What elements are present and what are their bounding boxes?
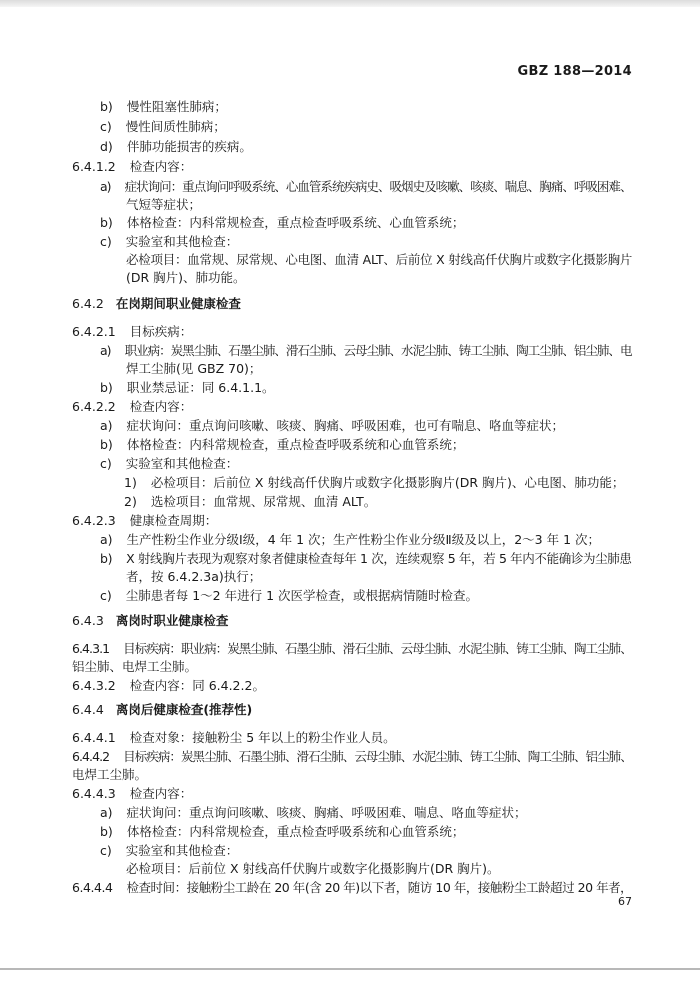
clause-text: 健康检查周期： [129, 513, 218, 528]
list-item [100, 804, 527, 822]
clause-number: 6.4.4.1 [72, 730, 116, 745]
item-text: 尘肺患者每 1～2 年进行 1 次医学检查，或根据病情随时检查。 [125, 588, 479, 603]
item-text: 者，按 6.4.2.3a)执行； [126, 569, 262, 584]
continuation-line [126, 360, 261, 378]
clause-number: 6.4.4.2 [72, 749, 110, 764]
sub-list-item [124, 474, 624, 492]
clause-text: 检查对象：接触粉尘 5 年以上的粉尘作业人员。 [129, 730, 396, 745]
clause-number: 6.4.2.1 [72, 324, 116, 339]
section-title: 在岗期间职业健康检查 [115, 296, 241, 311]
item-label: d) [100, 139, 113, 154]
clause-heading [72, 785, 192, 803]
clause-text: 检查内容： [129, 399, 193, 414]
clause-number: 6.4.2.2 [72, 399, 116, 414]
clause-heading [72, 748, 632, 766]
clause-text: 目标疾病：炭黑尘肺、石墨尘肺、滑石尘肺、云母尘肺、水泥尘肺、铸工尘肺、陶工尘肺、铝尘肺、 [123, 749, 632, 764]
item-label: c) [100, 234, 112, 249]
list-item [100, 233, 238, 251]
item-text: 实验室和其他检查： [125, 456, 239, 471]
item-label: b) [100, 380, 113, 395]
continuation-line [126, 251, 632, 269]
clause-number: 6.4.3.1 [72, 641, 110, 656]
item-text: 症状询问：重点询问呼吸系统、心血管系统疾病史、吸烟史及咳嗽、咳痰、喘息、胸痛、呼吸困难、 [124, 179, 632, 194]
list-item [100, 138, 252, 156]
clause-number: 6.4.4.4 [72, 880, 113, 895]
section-heading [72, 612, 228, 630]
clause-heading [72, 158, 192, 176]
continuation-line [72, 658, 197, 676]
item-text: 铝尘肺、电焊工尘肺。 [72, 659, 198, 674]
list-item [100, 823, 464, 841]
item-text: 症状询问：重点询问咳嗽、咳痰、胸痛、呼吸困难，也可有喘息、咯血等症状； [126, 418, 565, 433]
item-text: 生产性粉尘作业分级Ⅰ级，4 年 1 次；生产性粉尘作业分级Ⅱ级及以上，2～3 年 1 次； [126, 532, 600, 547]
item-label: c) [100, 456, 112, 471]
clause-heading [72, 323, 192, 341]
section-title: 离岗时职业健康检查 [115, 613, 229, 628]
clause-number: 6.4.4.3 [72, 786, 116, 801]
continuation-line [126, 568, 261, 586]
item-text: 选检项目：血常规、尿常规、血清 ALT。 [150, 494, 377, 509]
item-text: 症状询问：重点询问咳嗽、咳痰、胸痛、呼吸困难、喘息、咯血等症状； [126, 805, 527, 820]
clause-heading [72, 640, 632, 658]
item-text: 职业病：炭黑尘肺、石墨尘肺、滑石尘肺、云母尘肺、水泥尘肺、铸工尘肺、陶工尘肺、铝尘肺、电 [124, 343, 632, 358]
item-text: 体格检查：内科常规检查，重点检查呼吸系统和心血管系统； [126, 824, 465, 839]
clause-heading [72, 879, 632, 897]
clause-text: 目标疾病： [129, 324, 193, 339]
item-text: 体格检查：内科常规检查，重点检查呼吸系统、心血管系统； [126, 215, 465, 230]
clause-text: 目标疾病：职业病：炭黑尘肺、石墨尘肺、滑石尘肺、云母尘肺、水泥尘肺、铸工尘肺、陶工尘肺、 [123, 641, 632, 656]
item-label: c) [100, 588, 112, 603]
list-item [100, 455, 238, 473]
clause-number: 6.4.2.3 [72, 513, 116, 528]
item-text: 慢性阻塞性肺病； [126, 99, 227, 114]
list-item [100, 214, 464, 232]
item-label: a) [100, 532, 113, 547]
item-label: c) [100, 843, 112, 858]
item-text: 职业禁忌证：同 6.4.1.1。 [126, 380, 275, 395]
item-text: 慢性间质性肺病； [125, 119, 226, 134]
item-label: a) [100, 179, 111, 194]
item-label: 2) [124, 494, 137, 509]
section-title: 离岗后健康检查(推荐性) [115, 702, 253, 717]
section-number: 6.4.2 [72, 296, 104, 311]
item-text: X 射线胸片表现为观察对象者健康检查每年 1 次，连续观察 5 年，若 5 年内不能确诊为尘肺患 [126, 551, 632, 566]
item-text: 实验室和其他检查： [125, 843, 239, 858]
clause-text: 检查内容：同 6.4.2.2。 [129, 678, 265, 693]
list-item [100, 842, 238, 860]
item-label: b) [100, 824, 113, 839]
item-label: b) [100, 99, 113, 114]
clause-heading [72, 512, 217, 530]
standard-number-header: GBZ 188—2014 [517, 64, 632, 79]
clause-heading [72, 398, 192, 416]
item-label: 1) [124, 475, 137, 490]
clause-text: 检查内容： [129, 786, 193, 801]
continuation-line [126, 860, 500, 878]
continuation-line [126, 269, 246, 287]
item-label: b) [100, 215, 113, 230]
section-number: 6.4.3 [72, 613, 104, 628]
item-label: a) [100, 418, 113, 433]
list-item [100, 342, 631, 360]
item-text: 必检项目：后前位 X 射线高仟伏胸片或数字化摄影胸片(DR 胸片)、心电图、肺功能； [150, 475, 625, 490]
clause-number: 6.4.3.2 [72, 678, 116, 693]
item-text: 实验室和其他检查： [125, 234, 239, 249]
item-label: b) [100, 551, 113, 566]
item-text: 必检项目：血常规、尿常规、心电图、血清 ALT、后前位 X 射线高仟伏胸片或数字化摄影胸片 [126, 252, 633, 267]
list-item [100, 436, 464, 454]
list-item [100, 531, 600, 549]
list-item [100, 98, 227, 116]
list-item [100, 178, 631, 196]
scan-top-edge [0, 0, 700, 7]
clause-heading [72, 729, 396, 747]
list-item [100, 550, 632, 568]
sub-list-item [124, 493, 376, 511]
clause-number: 6.4.1.2 [72, 159, 116, 174]
scan-bottom-edge [0, 968, 700, 970]
item-label: b) [100, 437, 113, 452]
item-text: 电焊工尘肺。 [72, 767, 148, 782]
section-heading [72, 295, 241, 313]
item-text: 焊工尘肺(见 GBZ 70)； [126, 361, 262, 376]
list-item [100, 379, 275, 397]
continuation-line [126, 196, 201, 214]
item-text: 伴肺功能损害的疾病。 [126, 139, 252, 154]
item-label: a) [100, 805, 113, 820]
section-number: 6.4.4 [72, 702, 104, 717]
item-label: a) [100, 343, 111, 358]
clause-text: 检查内容： [129, 159, 193, 174]
item-text: (DR 胸片)、肺功能。 [126, 270, 246, 285]
list-item [100, 118, 226, 136]
clause-text: 检查时间：接触粉尘工龄在 20 年(含 20 年)以下者，随访 10 年，接触粉尘工龄超过 20 年者， [126, 880, 633, 895]
list-item [100, 417, 564, 435]
clause-heading [72, 677, 265, 695]
item-text: 气短等症状； [126, 197, 202, 212]
continuation-line [72, 766, 147, 784]
section-heading [72, 701, 252, 719]
item-text: 必检项目：后前位 X 射线高仟伏胸片或数字化摄影胸片(DR 胸片)。 [126, 861, 500, 876]
item-label: c) [100, 119, 112, 134]
item-text: 体格检查：内科常规检查，重点检查呼吸系统和心血管系统； [126, 437, 465, 452]
list-item [100, 587, 478, 605]
page-number: 67 [618, 895, 632, 908]
